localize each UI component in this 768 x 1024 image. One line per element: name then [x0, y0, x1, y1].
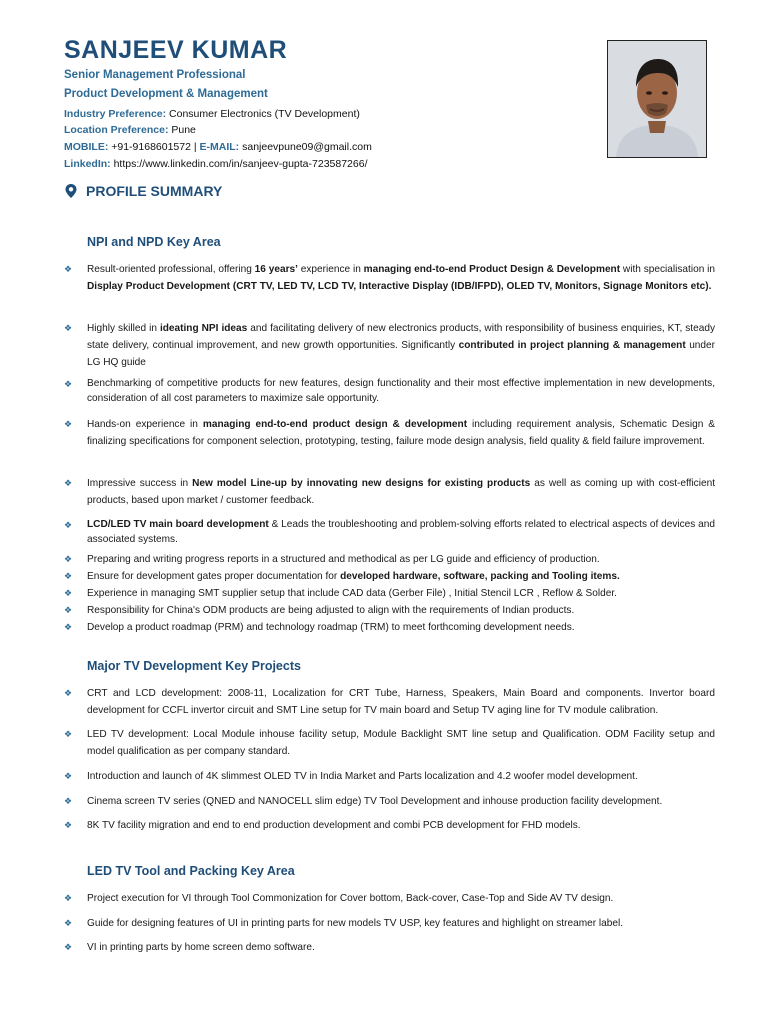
- email-label: E-MAIL:: [199, 141, 240, 153]
- diamond-bullet-icon: ❖: [64, 729, 73, 739]
- email-link[interactable]: sanjeevpune09@gmail.com: [239, 141, 372, 153]
- bullet-text: Benchmarking of competitive products for new features, design functionality and their most effective implementation in new developments, consideration of all cost parameters to maximize sale opportunity.: [87, 378, 715, 404]
- headline-specialty: Product Development & Management: [64, 88, 268, 100]
- bullet-text: Result-oriented professional, offering 16 years’ experience in managing end-to-end Product Design & Development with specialisation in Display Product Development (CRT TV, LED TV, LCD TV, Interactive Display (IDB/IFPD), OLED TV, Monitors, Signage Monitors etc).: [87, 264, 715, 292]
- profile-summary-title: [64, 183, 222, 199]
- bullet-text: VI in printing parts by home screen demo software.: [87, 942, 315, 953]
- bullet-text: CRT and LCD development: 2008-11, Localization for CRT Tube, Harness, Speakers, Main Board and components. Invertor board development for CCFL invertor circuit and SMT Line setup for TV main board and Setup TV aging line for TV module calibration.: [87, 688, 715, 716]
- tooling-bullet-2: [64, 915, 715, 932]
- bullet-text: LCD/LED TV main board development & Leads the troubleshooting and problem-solving efforts related to electrical aspects of devices and associated systems.: [87, 519, 715, 545]
- projects-heading: Major TV Development Key Projects: [87, 659, 301, 673]
- npi-heading: NPI and NPD Key Area: [87, 235, 221, 249]
- npi-bullet-9: [64, 585, 715, 602]
- tooling-bullet-1: [64, 890, 715, 907]
- project-bullet-2: [64, 726, 715, 760]
- industry-preference: [64, 108, 360, 120]
- npi-bullet-10: [64, 602, 715, 619]
- diamond-bullet-icon: ❖: [64, 571, 73, 581]
- diamond-bullet-icon: ❖: [64, 478, 73, 488]
- npi-bullet-3: [64, 376, 715, 406]
- diamond-bullet-icon: ❖: [64, 264, 73, 274]
- npi-bullet-8: [64, 568, 715, 585]
- location-preference: [64, 124, 196, 136]
- project-bullet-4: [64, 793, 715, 810]
- bullet-text: Guide for designing features of UI in printing parts for new models TV USP, key features and highlight on streamer label.: [87, 918, 624, 929]
- diamond-bullet-icon: ❖: [64, 771, 73, 781]
- diamond-bullet-icon: ❖: [64, 820, 73, 830]
- linkedin-link[interactable]: https://www.linkedin.com/in/sanjeev-gupta-723587266/: [110, 158, 368, 170]
- bullet-text: 8K TV facility migration and end to end production development and combi PCB development for FHD models.: [87, 820, 581, 831]
- diamond-bullet-icon: ❖: [64, 323, 73, 333]
- npi-bullet-2: [64, 320, 715, 371]
- mobile-label: MOBILE:: [64, 141, 109, 153]
- bullet-text: Project execution for VI through Tool Commonization for Cover bottom, Back-cover, Case-Top and Side AV TV design.: [87, 893, 614, 904]
- bullet-text: Responsibility for China's ODM products are being adjusted to align with the requirements of Indian products.: [87, 605, 575, 616]
- npi-bullet-4: [64, 416, 715, 450]
- mobile-value: +91-9168601572 |: [108, 141, 200, 153]
- npi-bullet-11: [64, 619, 715, 636]
- bullet-text: Experience in managing SMT supplier setup that include CAD data (Gerber File) , Initial Stencil LCR , Reflow & Solder.: [87, 588, 617, 599]
- bullet-text: Hands-on experience in managing end-to-end product design & development including requirement analysis, Schematic Design & finalizing specifications for component selection, prototyping, testing, failure mode design analysis, field quality & field failure improvement.: [87, 419, 716, 447]
- linkedin-label: LinkedIn:: [64, 158, 111, 170]
- bullet-text: Highly skilled in ideating NPI ideas and facilitating delivery of new electronics products, with responsibility of business enquiries, KT, steady state delivery, continual improvement, and new growth opportunities. Significantly contributed in project planning & management under LG HQ guide: [87, 323, 716, 368]
- project-bullet-3: [64, 768, 715, 785]
- npi-bullet-7: [64, 551, 715, 568]
- npi-bullet-5: [64, 475, 715, 509]
- tooling-bullet-3: [64, 939, 715, 956]
- headline-role: Senior Management Professional: [64, 69, 246, 81]
- location-label: Location Preference:: [64, 124, 169, 136]
- linkedin-line: [64, 158, 368, 170]
- industry-value: Consumer Electronics (TV Development): [166, 108, 360, 120]
- bullet-text: Cinema screen TV series (QNED and NANOCELL slim edge) TV Tool Development and inhouse production facility development.: [87, 796, 663, 807]
- bullet-text: LED TV development: Local Module inhouse facility setup, Module Backlight SMT line setup and Qualification. ODM Facility setup and model qualification as per company standard.: [87, 729, 715, 757]
- bullet-text: Preparing and writing progress reports in a structured and methodical as per LG guide and efficiency of production.: [87, 554, 600, 565]
- diamond-bullet-icon: ❖: [64, 893, 73, 903]
- project-bullet-1: [64, 685, 715, 719]
- diamond-bullet-icon: ❖: [64, 918, 73, 928]
- bullet-text: Impressive success in New model Line-up by innovating new designs for existing products as well as coming up with cost-efficient products, based upon market / customer feedback.: [87, 478, 716, 506]
- bullet-text: Develop a product roadmap (PRM) and technology roadmap (TRM) to meet forthcoming development needs.: [87, 622, 575, 633]
- profile-summary-label: PROFILE SUMMARY: [86, 183, 223, 199]
- diamond-bullet-icon: ❖: [64, 688, 73, 698]
- diamond-bullet-icon: ❖: [64, 942, 73, 952]
- diamond-bullet-icon: ❖: [64, 379, 73, 389]
- contact-line: [64, 141, 372, 153]
- bullet-text: Introduction and launch of 4K slimmest OLED TV in India Market and Parts localization and 4.2 woofer model development.: [87, 771, 638, 782]
- diamond-bullet-icon: ❖: [64, 419, 73, 429]
- diamond-bullet-icon: ❖: [64, 588, 73, 598]
- diamond-bullet-icon: ❖: [64, 554, 73, 564]
- bullet-text: Ensure for development gates proper documentation for developed hardware, software, packing and Tooling items.: [87, 571, 620, 582]
- npi-bullet-6: [64, 517, 715, 547]
- project-bullet-5: [64, 817, 715, 834]
- diamond-bullet-icon: ❖: [64, 796, 73, 806]
- profile-photo: [607, 40, 707, 158]
- diamond-bullet-icon: ❖: [64, 622, 73, 632]
- diamond-bullet-icon: ❖: [64, 520, 73, 530]
- pin-icon: [64, 183, 78, 199]
- candidate-name: SANJEEV KUMAR: [64, 36, 288, 64]
- npi-bullet-1: [64, 261, 715, 295]
- location-value: Pune: [168, 124, 196, 136]
- tooling-heading: LED TV Tool and Packing Key Area: [87, 864, 295, 878]
- portrait-illustration: [608, 41, 706, 157]
- diamond-bullet-icon: ❖: [64, 605, 73, 615]
- industry-label: Industry Preference:: [64, 108, 167, 120]
